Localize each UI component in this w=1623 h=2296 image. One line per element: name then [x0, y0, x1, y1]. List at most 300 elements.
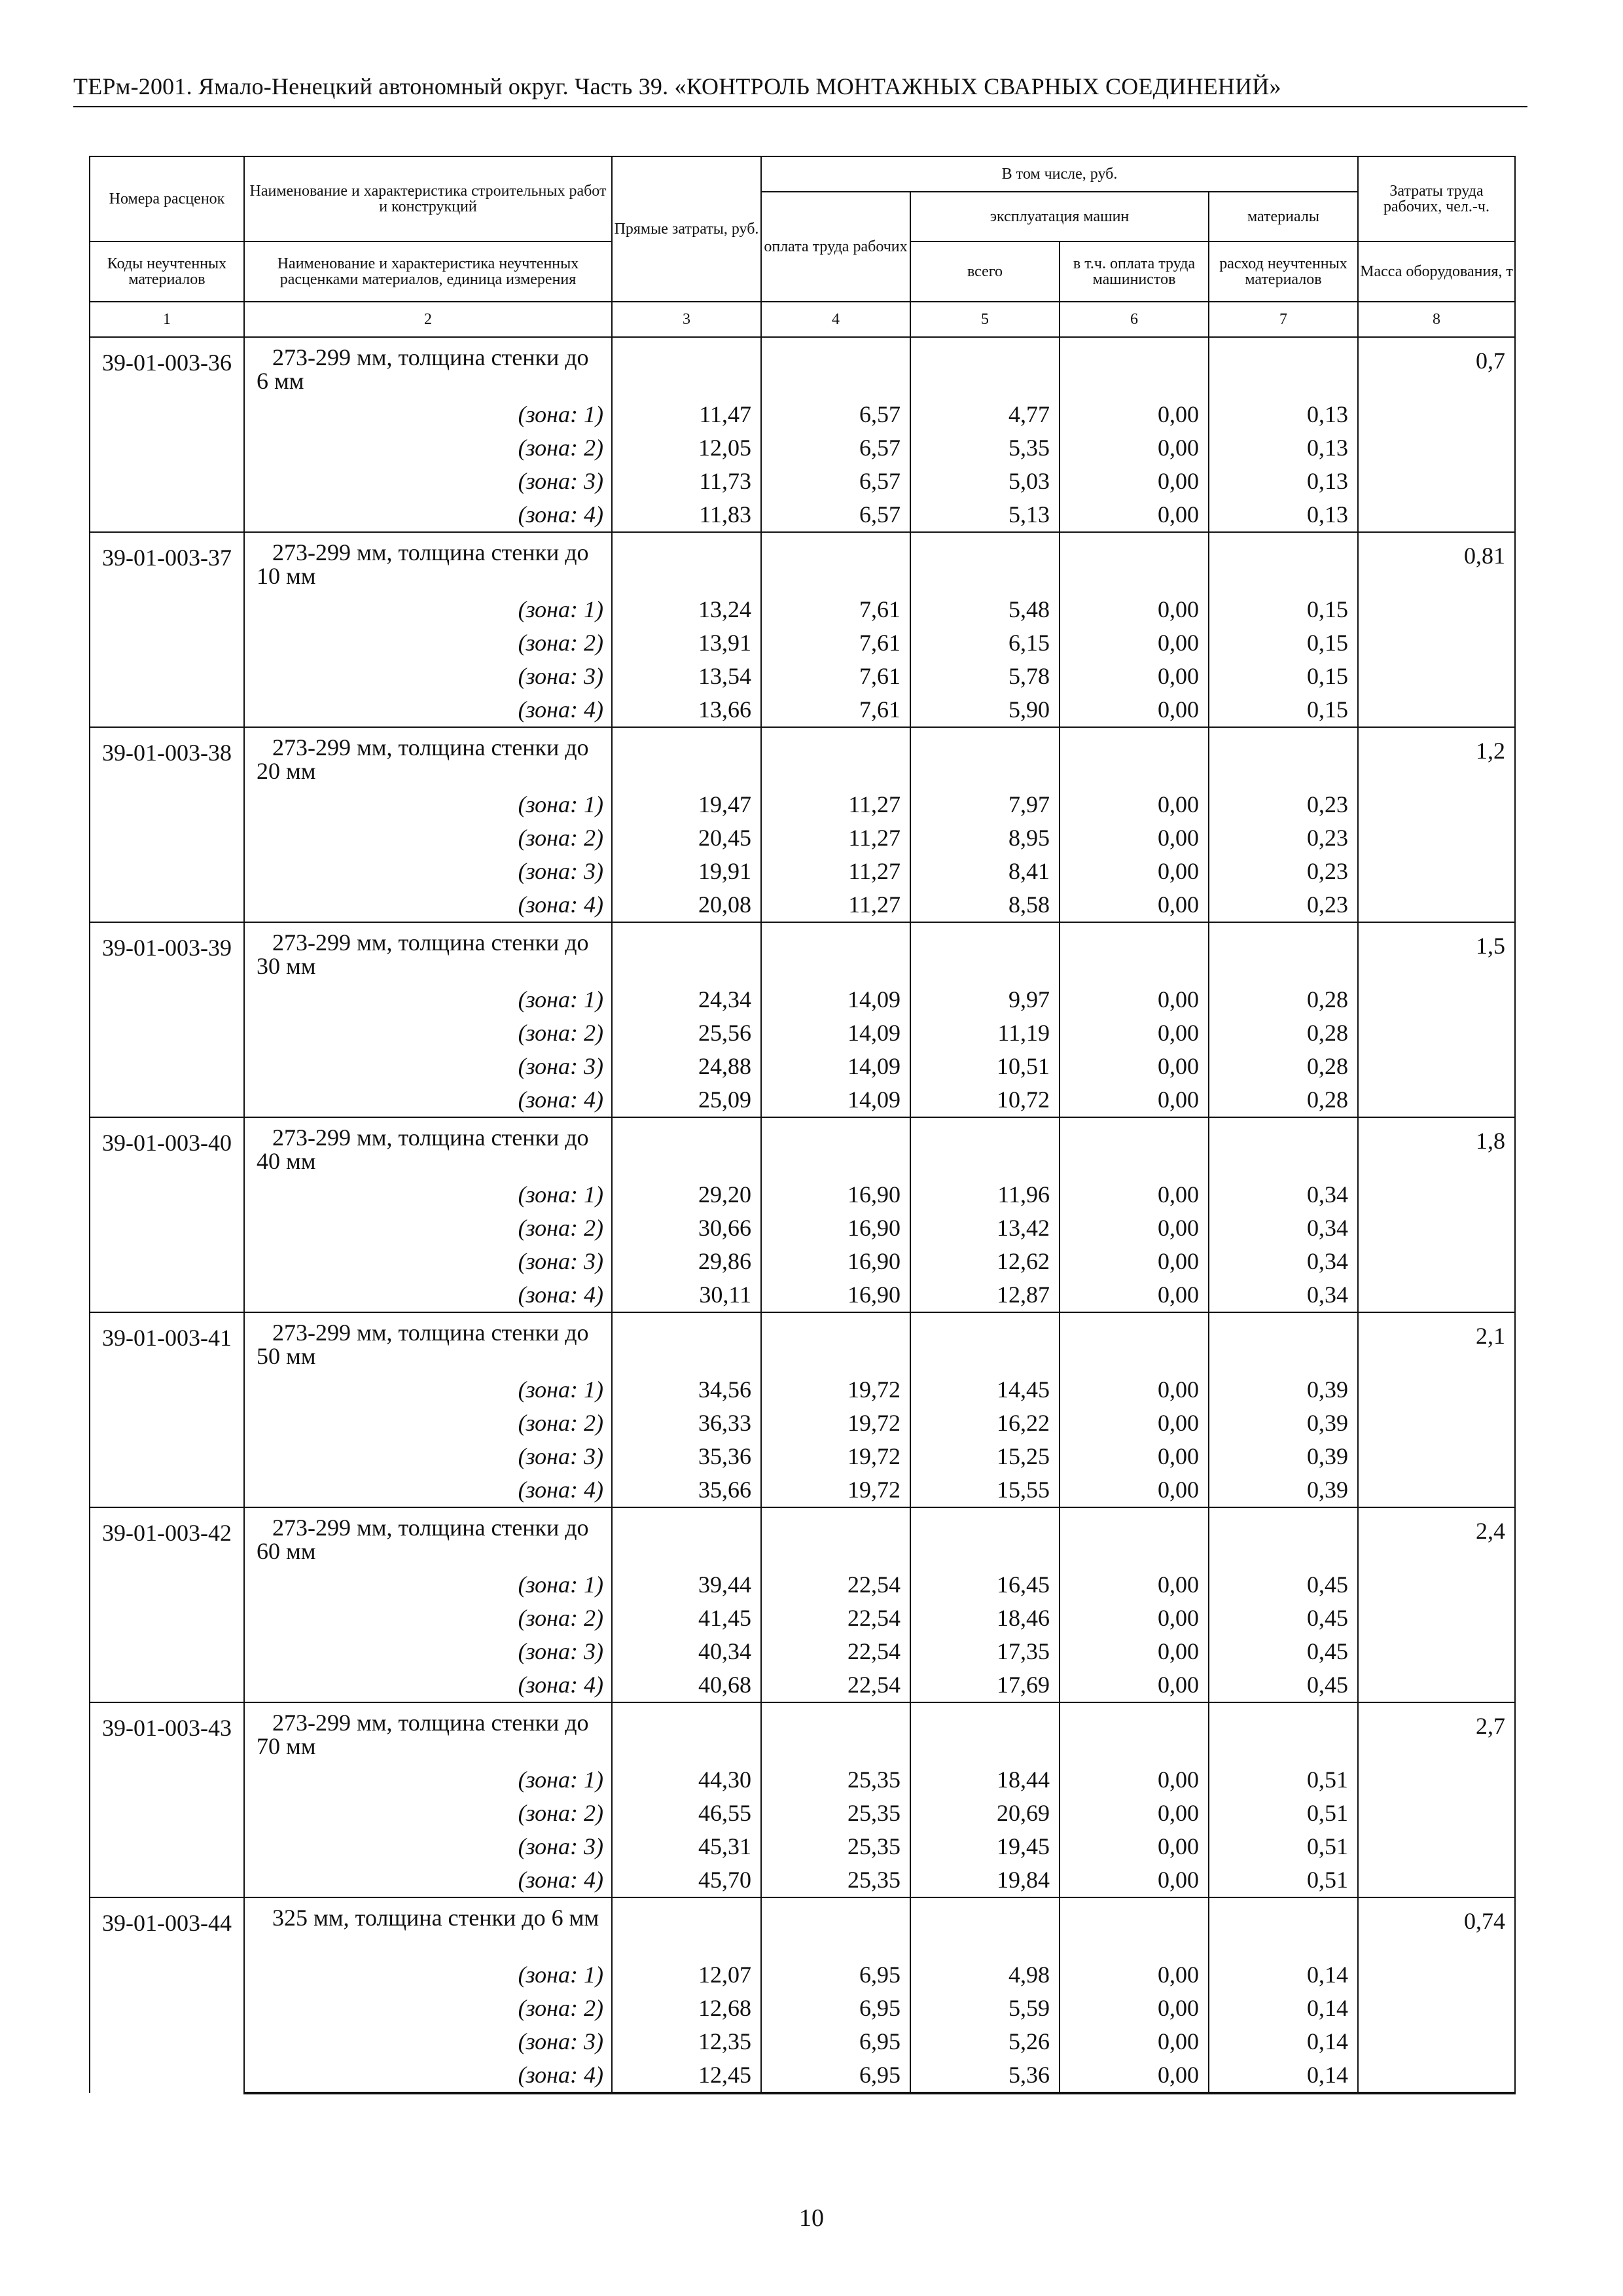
zone-label: (зона: 1): [244, 788, 612, 821]
column-number: 2: [244, 302, 612, 337]
direct-cost-value: 40,34: [612, 1635, 761, 1668]
materials-value: 0,28: [1209, 983, 1358, 1016]
labor-costs-cell: [1358, 1958, 1515, 1992]
work-description: 273-299 мм, толщина стенки до 30 мм: [244, 922, 612, 983]
materials-value: 0,34: [1209, 1178, 1358, 1211]
machinist-pay-value: 0,00: [1060, 1763, 1209, 1797]
header-unaccounted-names: Наименование и характеристика неучтенных расценками материалов, единица измерения: [244, 242, 612, 302]
table-row: [90, 1702, 1515, 1763]
direct-cost-value: 30,11: [612, 1278, 761, 1312]
labor-costs-cell: [1358, 465, 1515, 498]
table-row: [90, 855, 1515, 888]
worker-pay-cell: [761, 1117, 910, 1178]
worker-pay-value: 16,90: [761, 1178, 910, 1211]
machinist-pay-value: 0,00: [1060, 660, 1209, 693]
direct-cost-value: 25,56: [612, 1016, 761, 1050]
materials-value: 0,15: [1209, 693, 1358, 727]
zone-label: (зона: 1): [244, 1763, 612, 1797]
materials-value: 0,45: [1209, 1635, 1358, 1668]
table-row: [90, 465, 1515, 498]
labor-costs-cell: [1358, 1830, 1515, 1863]
machines-total-cell: [910, 1507, 1060, 1568]
machines-total-value: 15,25: [910, 1440, 1060, 1473]
worker-pay-value: 11,27: [761, 855, 910, 888]
direct-cost-value: 36,33: [612, 1407, 761, 1440]
machinist-pay-value: 0,00: [1060, 1050, 1209, 1083]
machines-total-value: 5,13: [910, 498, 1060, 532]
materials-value: 0,39: [1209, 1440, 1358, 1473]
materials-value: 0,45: [1209, 1668, 1358, 1702]
machines-total-value: 11,19: [910, 1016, 1060, 1050]
table-row: [90, 1763, 1515, 1797]
machines-total-value: 7,97: [910, 788, 1060, 821]
machinist-pay-value: 0,00: [1060, 1863, 1209, 1897]
machinist-pay-value: 0,00: [1060, 1407, 1209, 1440]
machinist-pay-value: 0,00: [1060, 1797, 1209, 1830]
machines-total-value: 10,51: [910, 1050, 1060, 1083]
materials-value: 0,13: [1209, 431, 1358, 465]
worker-pay-value: 7,61: [761, 626, 910, 660]
table-row: [90, 1312, 1515, 1373]
materials-value: 0,39: [1209, 1407, 1358, 1440]
materials-value: 0,14: [1209, 1958, 1358, 1992]
worker-pay-cell: [761, 727, 910, 788]
labor-costs-cell: [1358, 1083, 1515, 1117]
labor-costs-cell: [1358, 1178, 1515, 1211]
machinist-pay-value: 0,00: [1060, 398, 1209, 431]
table-row: [90, 1278, 1515, 1312]
header-rule: [73, 106, 1527, 107]
rate-code: 39-01-003-41: [90, 1312, 244, 1507]
labor-costs-cell: [1358, 626, 1515, 660]
machines-total-value: 5,59: [910, 1992, 1060, 2025]
labor-costs-cell: [1358, 1863, 1515, 1897]
header-materials: материалы: [1209, 192, 1358, 242]
direct-cost-cell: [612, 922, 761, 983]
header-work-name: Наименование и характеристика строительных работ и конструкций: [244, 156, 612, 242]
materials-value: 0,39: [1209, 1373, 1358, 1407]
zone-label: (зона: 3): [244, 660, 612, 693]
labor-costs-cell: [1358, 1050, 1515, 1083]
worker-pay-cell: [761, 532, 910, 593]
table-row: [90, 1635, 1515, 1668]
direct-cost-value: 41,45: [612, 1602, 761, 1635]
table-row: [90, 1178, 1515, 1211]
direct-cost-cell: [612, 1117, 761, 1178]
machines-total-value: 5,48: [910, 593, 1060, 626]
direct-cost-value: 40,68: [612, 1668, 761, 1702]
table-row: [90, 1992, 1515, 2025]
labor-costs-value: 1,2: [1358, 727, 1515, 788]
machines-total-cell: [910, 727, 1060, 788]
worker-pay-value: 6,95: [761, 1992, 910, 2025]
materials-value: 0,34: [1209, 1245, 1358, 1278]
table-row: [90, 431, 1515, 465]
machinist-pay-cell: [1060, 337, 1209, 398]
machines-total-value: 11,96: [910, 1178, 1060, 1211]
table-row: [90, 1830, 1515, 1863]
machines-total-value: 8,58: [910, 888, 1060, 922]
rate-code: 39-01-003-44: [90, 1897, 244, 2093]
machinist-pay-value: 0,00: [1060, 1373, 1209, 1407]
machines-total-value: 12,62: [910, 1245, 1060, 1278]
direct-cost-value: 20,45: [612, 821, 761, 855]
labor-costs-cell: [1358, 1797, 1515, 1830]
materials-value: 0,14: [1209, 1992, 1358, 2025]
machinist-pay-value: 0,00: [1060, 2025, 1209, 2058]
zone-label: (зона: 3): [244, 1635, 612, 1668]
machines-total-value: 13,42: [910, 1211, 1060, 1245]
direct-cost-value: 12,45: [612, 2058, 761, 2093]
materials-value: 0,28: [1209, 1083, 1358, 1117]
work-description: 273-299 мм, толщина стенки до 20 мм: [244, 727, 612, 788]
zone-label: (зона: 4): [244, 693, 612, 727]
materials-value: 0,13: [1209, 465, 1358, 498]
zone-label: (зона: 3): [244, 1440, 612, 1473]
worker-pay-value: 19,72: [761, 1473, 910, 1507]
machinist-pay-value: 0,00: [1060, 1473, 1209, 1507]
machinist-pay-cell: [1060, 1897, 1209, 1958]
work-description: 273-299 мм, толщина стенки до 50 мм: [244, 1312, 612, 1373]
zone-label: (зона: 2): [244, 626, 612, 660]
machines-total-value: 14,45: [910, 1373, 1060, 1407]
machinist-pay-value: 0,00: [1060, 1178, 1209, 1211]
machines-total-value: 19,84: [910, 1863, 1060, 1897]
machinist-pay-cell: [1060, 922, 1209, 983]
worker-pay-cell: [761, 337, 910, 398]
materials-value: 0,23: [1209, 888, 1358, 922]
table-row: [90, 1958, 1515, 1992]
header-unaccounted-codes: Коды неучтенных материалов: [90, 242, 244, 302]
labor-costs-cell: [1358, 888, 1515, 922]
zone-label: (зона: 4): [244, 1083, 612, 1117]
materials-value: 0,13: [1209, 398, 1358, 431]
machinist-pay-value: 0,00: [1060, 693, 1209, 727]
direct-cost-value: 29,20: [612, 1178, 761, 1211]
materials-value: 0,28: [1209, 1016, 1358, 1050]
machines-total-cell: [910, 1702, 1060, 1763]
worker-pay-value: 19,72: [761, 1407, 910, 1440]
machinist-pay-value: 0,00: [1060, 431, 1209, 465]
machines-total-cell: [910, 532, 1060, 593]
zone-label: (зона: 2): [244, 1602, 612, 1635]
labor-costs-cell: [1358, 1016, 1515, 1050]
machinist-pay-value: 0,00: [1060, 1668, 1209, 1702]
zone-label: (зона: 4): [244, 1863, 612, 1897]
zone-label: (зона: 4): [244, 2058, 612, 2093]
rate-code: 39-01-003-43: [90, 1702, 244, 1897]
machines-total-value: 5,90: [910, 693, 1060, 727]
rate-code: 39-01-003-40: [90, 1117, 244, 1312]
worker-pay-value: 11,27: [761, 788, 910, 821]
machinist-pay-cell: [1060, 727, 1209, 788]
table-row: [90, 1407, 1515, 1440]
zone-label: (зона: 3): [244, 855, 612, 888]
worker-pay-value: 14,09: [761, 1083, 910, 1117]
labor-costs-value: 2,1: [1358, 1312, 1515, 1373]
work-description: 273-299 мм, толщина стенки до 10 мм: [244, 532, 612, 593]
machinist-pay-value: 0,00: [1060, 1635, 1209, 1668]
table-row: [90, 1016, 1515, 1050]
labor-costs-cell: [1358, 1992, 1515, 2025]
machines-total-value: 5,03: [910, 465, 1060, 498]
zone-label: (зона: 4): [244, 888, 612, 922]
column-number: 5: [910, 302, 1060, 337]
labor-costs-cell: [1358, 1473, 1515, 1507]
labor-costs-cell: [1358, 498, 1515, 532]
materials-cell: [1209, 337, 1358, 398]
worker-pay-value: 6,95: [761, 2058, 910, 2093]
header-rate-number: Номера расценок: [90, 156, 244, 242]
worker-pay-value: 25,35: [761, 1830, 910, 1863]
table-row: [90, 1602, 1515, 1635]
machines-total-value: 18,46: [910, 1602, 1060, 1635]
worker-pay-value: 19,72: [761, 1440, 910, 1473]
rate-code: 39-01-003-42: [90, 1507, 244, 1702]
machinist-pay-value: 0,00: [1060, 1568, 1209, 1602]
labor-costs-cell: [1358, 788, 1515, 821]
rate-code: 39-01-003-38: [90, 727, 244, 922]
zone-label: (зона: 3): [244, 1050, 612, 1083]
table-row: [90, 788, 1515, 821]
machines-total-value: 4,98: [910, 1958, 1060, 1992]
work-description: 273-299 мм, толщина стенки до 70 мм: [244, 1702, 612, 1763]
labor-costs-cell: [1358, 1635, 1515, 1668]
machinist-pay-value: 0,00: [1060, 1211, 1209, 1245]
direct-cost-value: 46,55: [612, 1797, 761, 1830]
rate-code: 39-01-003-36: [90, 337, 244, 532]
worker-pay-value: 16,90: [761, 1245, 910, 1278]
direct-cost-value: 12,07: [612, 1958, 761, 1992]
machinist-pay-value: 0,00: [1060, 1245, 1209, 1278]
worker-pay-value: 25,35: [761, 1863, 910, 1897]
labor-costs-cell: [1358, 593, 1515, 626]
machines-total-value: 8,95: [910, 821, 1060, 855]
labor-costs-cell: [1358, 1211, 1515, 1245]
worker-pay-value: 16,90: [761, 1278, 910, 1312]
zone-label: (зона: 2): [244, 431, 612, 465]
column-number: 6: [1060, 302, 1209, 337]
labor-costs-value: 1,5: [1358, 922, 1515, 983]
labor-costs-cell: [1358, 1373, 1515, 1407]
labor-costs-cell: [1358, 1278, 1515, 1312]
labor-costs-value: 2,4: [1358, 1507, 1515, 1568]
labor-costs-cell: [1358, 1568, 1515, 1602]
labor-costs-value: 0,74: [1358, 1897, 1515, 1958]
materials-cell: [1209, 1117, 1358, 1178]
machinist-pay-value: 0,00: [1060, 888, 1209, 922]
machinist-pay-value: 0,00: [1060, 1278, 1209, 1312]
direct-cost-value: 12,05: [612, 431, 761, 465]
materials-value: 0,15: [1209, 660, 1358, 693]
machines-total-value: 17,35: [910, 1635, 1060, 1668]
machines-total-value: 5,36: [910, 2058, 1060, 2093]
worker-pay-value: 11,27: [761, 888, 910, 922]
labor-costs-value: 0,7: [1358, 337, 1515, 398]
labor-costs-cell: [1358, 1763, 1515, 1797]
zone-label: (зона: 3): [244, 465, 612, 498]
direct-cost-value: 34,56: [612, 1373, 761, 1407]
labor-costs-cell: [1358, 2058, 1515, 2093]
materials-cell: [1209, 1897, 1358, 1958]
column-number: 1: [90, 302, 244, 337]
machinist-pay-value: 0,00: [1060, 1958, 1209, 1992]
labor-costs-cell: [1358, 1245, 1515, 1278]
worker-pay-value: 14,09: [761, 983, 910, 1016]
machines-total-value: 4,77: [910, 398, 1060, 431]
labor-costs-cell: [1358, 1440, 1515, 1473]
direct-cost-value: 19,91: [612, 855, 761, 888]
table-row: [90, 983, 1515, 1016]
header-labor-costs: Затраты труда рабочих, чел.-ч.: [1358, 156, 1515, 242]
worker-pay-cell: [761, 1897, 910, 1958]
direct-cost-value: 12,68: [612, 1992, 761, 2025]
zone-label: (зона: 2): [244, 1016, 612, 1050]
worker-pay-value: 14,09: [761, 1016, 910, 1050]
machines-total-value: 19,45: [910, 1830, 1060, 1863]
column-number: 7: [1209, 302, 1358, 337]
materials-value: 0,45: [1209, 1602, 1358, 1635]
materials-value: 0,51: [1209, 1830, 1358, 1863]
labor-costs-cell: [1358, 1668, 1515, 1702]
table-row: [90, 1668, 1515, 1702]
machines-total-value: 5,78: [910, 660, 1060, 693]
worker-pay-value: 7,61: [761, 693, 910, 727]
direct-cost-value: 13,54: [612, 660, 761, 693]
materials-value: 0,23: [1209, 855, 1358, 888]
zone-label: (зона: 1): [244, 1958, 612, 1992]
zone-label: (зона: 1): [244, 983, 612, 1016]
table-row: [90, 2058, 1515, 2093]
worker-pay-value: 16,90: [761, 1211, 910, 1245]
worker-pay-value: 6,57: [761, 398, 910, 431]
worker-pay-value: 6,95: [761, 2025, 910, 2058]
materials-cell: [1209, 1312, 1358, 1373]
zone-label: (зона: 3): [244, 1830, 612, 1863]
zone-label: (зона: 3): [244, 2025, 612, 2058]
materials-value: 0,13: [1209, 498, 1358, 532]
header-equipment-mass: Масса оборудования, т: [1358, 242, 1515, 302]
zone-label: (зона: 1): [244, 1373, 612, 1407]
machinist-pay-value: 0,00: [1060, 593, 1209, 626]
table-row: [90, 1897, 1515, 1958]
table-row: [90, 398, 1515, 431]
direct-cost-value: 13,91: [612, 626, 761, 660]
machinist-pay-value: 0,00: [1060, 1083, 1209, 1117]
direct-cost-value: 44,30: [612, 1763, 761, 1797]
table-body: [90, 337, 1515, 2093]
materials-cell: [1209, 922, 1358, 983]
table-row: [90, 2025, 1515, 2058]
labor-costs-cell: [1358, 983, 1515, 1016]
table-row: [90, 888, 1515, 922]
materials-value: 0,39: [1209, 1473, 1358, 1507]
worker-pay-value: 7,61: [761, 660, 910, 693]
direct-cost-value: 19,47: [612, 788, 761, 821]
worker-pay-value: 6,57: [761, 431, 910, 465]
machinist-pay-value: 0,00: [1060, 465, 1209, 498]
materials-value: 0,23: [1209, 821, 1358, 855]
worker-pay-value: 22,54: [761, 1602, 910, 1635]
table-row: [90, 1507, 1515, 1568]
materials-cell: [1209, 1507, 1358, 1568]
table-row: [90, 1245, 1515, 1278]
labor-costs-cell: [1358, 855, 1515, 888]
machines-total-value: 16,22: [910, 1407, 1060, 1440]
table-row: [90, 660, 1515, 693]
machines-total-value: 5,35: [910, 431, 1060, 465]
column-number: 4: [761, 302, 910, 337]
machines-total-value: 12,87: [910, 1278, 1060, 1312]
labor-costs-cell: [1358, 1407, 1515, 1440]
machines-total-value: 8,41: [910, 855, 1060, 888]
machinist-pay-value: 0,00: [1060, 983, 1209, 1016]
table-row: [90, 1568, 1515, 1602]
machines-total-value: 10,72: [910, 1083, 1060, 1117]
worker-pay-cell: [761, 1702, 910, 1763]
work-description: 273-299 мм, толщина стенки до 60 мм: [244, 1507, 612, 1568]
table-row: [90, 498, 1515, 532]
page-header-title: ТЕРм-2001. Ямало-Ненецкий автономный округ. Часть 39. «КОНТРОЛЬ МОНТАЖНЫХ СВАРНЫХ СОЕДИНЕНИЙ»: [73, 73, 1281, 99]
machines-total-value: 15,55: [910, 1473, 1060, 1507]
zone-label: (зона: 4): [244, 1473, 612, 1507]
materials-cell: [1209, 532, 1358, 593]
machinist-pay-cell: [1060, 1702, 1209, 1763]
work-description: 273-299 мм, толщина стенки до 6 мм: [244, 337, 612, 398]
worker-pay-value: 22,54: [761, 1568, 910, 1602]
machinist-pay-value: 0,00: [1060, 788, 1209, 821]
table-header: [90, 156, 1515, 337]
table-row: [90, 821, 1515, 855]
labor-costs-cell: [1358, 660, 1515, 693]
labor-costs-value: 0,81: [1358, 532, 1515, 593]
direct-cost-cell: [612, 1702, 761, 1763]
machines-total-value: 18,44: [910, 1763, 1060, 1797]
worker-pay-value: 14,09: [761, 1050, 910, 1083]
direct-cost-cell: [612, 1312, 761, 1373]
worker-pay-value: 19,72: [761, 1373, 910, 1407]
labor-costs-cell: [1358, 398, 1515, 431]
machinist-pay-cell: [1060, 1117, 1209, 1178]
labor-costs-cell: [1358, 431, 1515, 465]
machinist-pay-cell: [1060, 532, 1209, 593]
rates-table: [89, 156, 1516, 2094]
header-machinist-pay: в т.ч. оплата труда машинистов: [1060, 242, 1209, 302]
worker-pay-value: 11,27: [761, 821, 910, 855]
page-number: 10: [799, 2204, 824, 2232]
materials-value: 0,14: [1209, 2058, 1358, 2093]
machinist-pay-cell: [1060, 1507, 1209, 1568]
materials-value: 0,51: [1209, 1763, 1358, 1797]
table-row: [90, 532, 1515, 593]
zone-label: (зона: 1): [244, 1568, 612, 1602]
direct-cost-value: 24,88: [612, 1050, 761, 1083]
worker-pay-cell: [761, 1312, 910, 1373]
table-row: [90, 1211, 1515, 1245]
materials-value: 0,15: [1209, 626, 1358, 660]
work-description: 325 мм, толщина стенки до 6 мм: [244, 1897, 612, 1958]
work-description: 273-299 мм, толщина стенки до 40 мм: [244, 1117, 612, 1178]
machinist-pay-value: 0,00: [1060, 1992, 1209, 2025]
direct-cost-value: 45,70: [612, 1863, 761, 1897]
table-row: [90, 337, 1515, 398]
direct-cost-value: 13,24: [612, 593, 761, 626]
labor-costs-value: 1,8: [1358, 1117, 1515, 1178]
machines-total-cell: [910, 1897, 1060, 1958]
direct-cost-value: 25,09: [612, 1083, 761, 1117]
machines-total-cell: [910, 1117, 1060, 1178]
worker-pay-value: 22,54: [761, 1635, 910, 1668]
